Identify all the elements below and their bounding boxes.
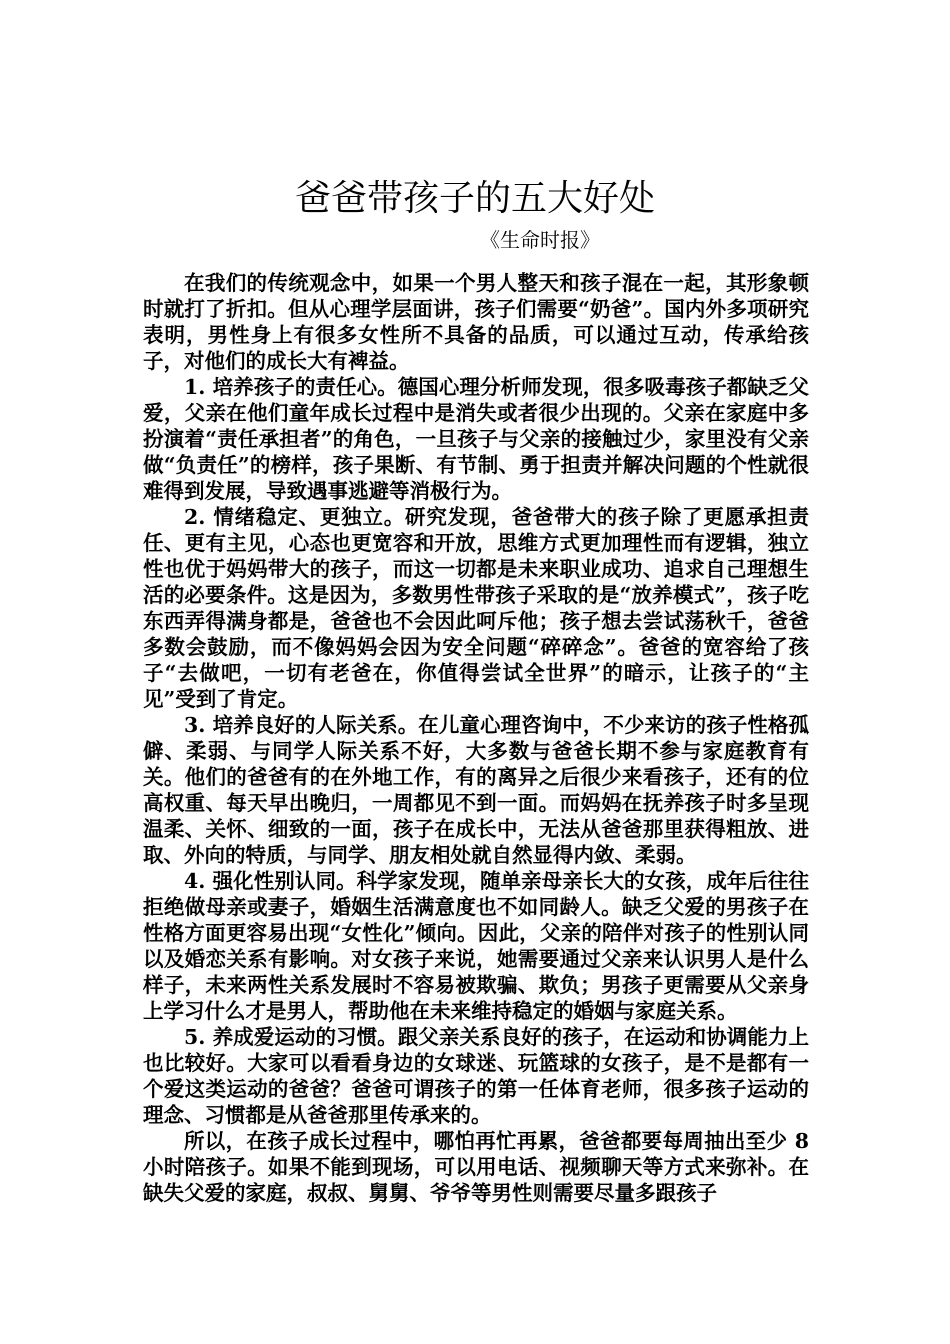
article-body — [143, 270, 809, 1206]
paragraph-conclusion: 所以，在孩子成长过程中，哪怕再忙再累，爸爸都要每周抽出至少 8 小时陪孩子。如果不能到现场，可以用电话、视频聊天等方式来弥补。在缺失父爱的家庭，叔叔、舅舅、爷爷等男性则需要尽量多跟孩子 — [143, 1129, 809, 1205]
paragraph-point-5: 5. 养成爱运动的习惯。跟父亲关系良好的孩子，在运动和协调能力上也比较好。大家可以看看身边的女球迷、玩篮球的女孩子，是不是都有一个爱这类运动的爸爸？爸爸可谓孩子的第一任体育老师，很多孩子运动的理念、习惯都是从爸爸那里传承来的。 — [143, 1025, 809, 1127]
paragraph-point-3: 3. 培养良好的人际关系。在儿童心理咨询中，不少来访的孩子性格孤僻、柔弱、与同学人际关系不好，大多数与爸爸长期不参与家庭教育有关。他们的爸爸有的在外地工作，有的离异之后很少来看孩子，还有的位高权重、每天早出晚归，一周都见不到一面。而妈妈在抚养孩子时多呈现温柔、关怀、细致的一面，孩子在成长中，无法从爸爸那里获得粗放、进取、外向的特质，与同学、朋友相处就自然显得内敛、柔弱。 — [143, 713, 809, 867]
article-source: 《生命时报》 — [480, 228, 600, 252]
paragraph-point-1: 1. 培养孩子的责任心。德国心理分析师发现，很多吸毒孩子都缺乏父爱，父亲在他们童年成长过程中是消失或者很少出现的。父亲在家庭中多扮演着“责任承担者”的角色，一旦孩子与父亲的接触过少，家里没有父亲做“负责任”的榜样，孩子果断、有节制、勇于担责并解决问题的个性就很难得到发展，导致遇事逃避等消极行为。 — [143, 375, 809, 503]
paragraph-point-2: 2. 情绪稳定、更独立。研究发现，爸爸带大的孩子除了更愿承担责任、更有主见，心态也更宽容和开放，思维方式更加理性而有逻辑，独立性也优于妈妈带大的孩子，而这一切都是未来职业成功、追求自己理想生活的必要条件。这是因为，多数男性带孩子采取的是“放养模式”，孩子吃东西弄得满身都是，爸爸也不会因此呵斥他；孩子想去尝试荡秋千，爸爸多数会鼓励，而不像妈妈会因为安全问题“碎碎念”。爸爸的宽容给了孩子“去做吧，一切有老爸在，你值得尝试全世界”的暗示，让孩子的“主见”受到了肯定。 — [143, 505, 809, 711]
paragraph-intro: 在我们的传统观念中，如果一个男人整天和孩子混在一起，其形象顿时就打了折扣。但从心理学层面讲，孩子们需要“奶爸”。国内外多项研究表明，男性身上有很多女性所不具备的品质，可以通过互动，传承给孩子，对他们的成长大有裨益。 — [143, 271, 809, 373]
paragraph-point-4: 4. 强化性别认同。科学家发现，随单亲母亲长大的女孩，成年后往往拒绝做母亲或妻子，婚姻生活满意度也不如同龄人。缺乏父爱的男孩子在性格方面更容易出现“女性化”倾向。因此，父亲的陪伴对孩子的性别认同以及婚恋关系有影响。对女孩子来说，她需要通过父亲来认识男人是什么样子，未来两性关系发展时不容易被欺骗、欺负；男孩子更需要从父亲身上学习什么才是男人，帮助他在未来维持稳定的婚姻与家庭关系。 — [143, 869, 809, 1023]
article-title: 爸爸带孩子的五大好处 — [294, 178, 655, 219]
